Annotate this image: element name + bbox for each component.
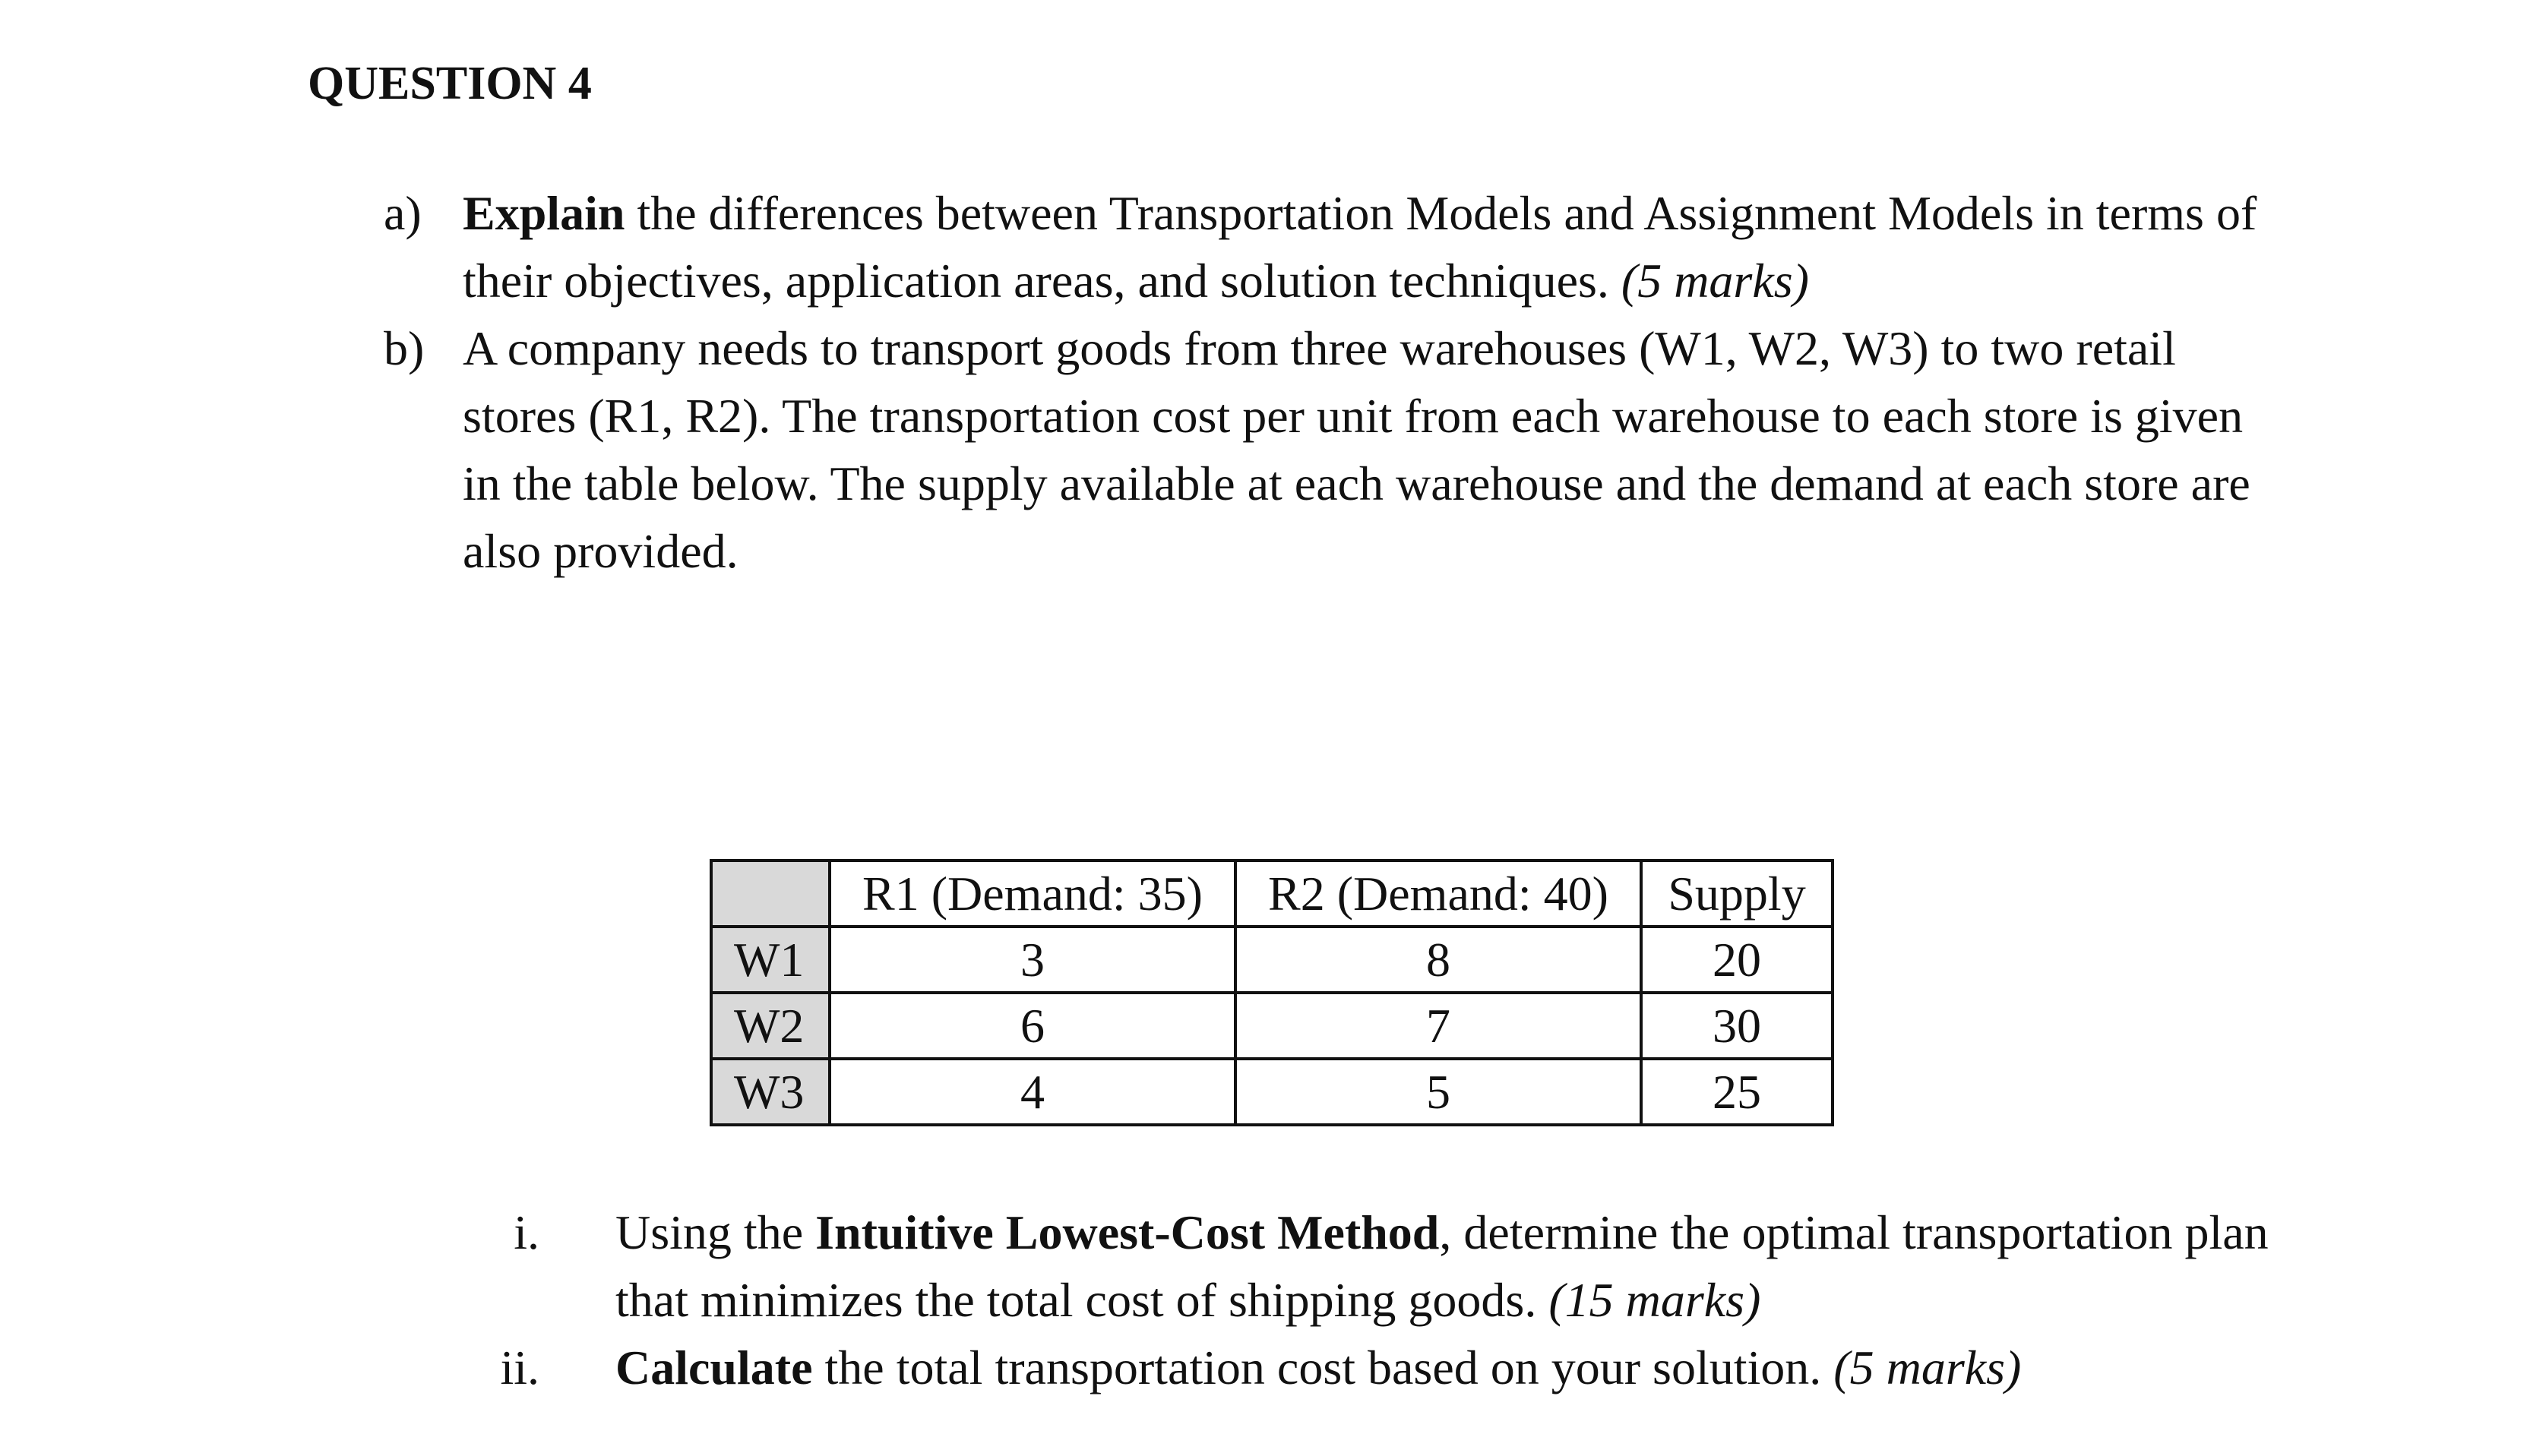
cell-w2-supply: 30 bbox=[1641, 993, 1833, 1059]
sub-ii-post: the total transportation cost based on your solution. bbox=[812, 1341, 1834, 1394]
row-label-w2: W2 bbox=[711, 993, 830, 1059]
question-heading: QUESTION 4 bbox=[308, 58, 592, 109]
part-a-marks: (5 marks) bbox=[1621, 254, 1809, 308]
cell-w2-r1: 6 bbox=[830, 993, 1235, 1059]
cell-w2-r2: 7 bbox=[1235, 993, 1641, 1059]
row-label-w3: W3 bbox=[711, 1059, 830, 1125]
sub-ii-label: ii. bbox=[500, 1341, 539, 1394]
part-b-label: b) bbox=[384, 321, 425, 375]
sub-i-label: i. bbox=[514, 1205, 539, 1259]
sub-i-text bbox=[615, 1199, 2279, 1334]
part-a-label: a) bbox=[384, 186, 422, 240]
table-header-row bbox=[711, 861, 1833, 927]
header-supply: Supply bbox=[1641, 861, 1833, 927]
sub-i-marks: (15 marks) bbox=[1548, 1273, 1761, 1327]
part-a-keyword: Explain bbox=[463, 186, 625, 240]
table-row bbox=[711, 993, 1833, 1059]
sub-i-pre: Using the bbox=[615, 1205, 816, 1259]
sub-ii-keyword: Calculate bbox=[615, 1341, 813, 1394]
sub-i-method: Intuitive Lowest-Cost Method bbox=[815, 1205, 1440, 1259]
cell-w1-r2: 8 bbox=[1235, 927, 1641, 993]
transport-cost-table bbox=[710, 859, 1834, 1126]
part-b-text: A company needs to transport goods from three warehouses (W1, W2, W3) to two retail stores (R1, R2). The transportation cost per unit from each warehouse to each store is given in the table below. The supply available at each warehouse and the demand at each store are also provided. bbox=[463, 321, 2250, 578]
cell-w1-supply: 20 bbox=[1641, 927, 1833, 993]
sub-question-i bbox=[456, 1199, 2279, 1334]
table-corner-cell bbox=[711, 861, 830, 927]
sub-question-ii bbox=[456, 1334, 2279, 1401]
question-part-a bbox=[384, 179, 2283, 314]
cell-w3-r2: 5 bbox=[1235, 1059, 1641, 1125]
table-row bbox=[711, 1059, 1833, 1125]
table-row bbox=[711, 927, 1833, 993]
row-label-w1: W1 bbox=[711, 927, 830, 993]
header-r1: R1 (Demand: 35) bbox=[830, 861, 1235, 927]
cell-w1-r1: 3 bbox=[830, 927, 1235, 993]
part-a-body: the differences between Transportation Models and Assignment Models in terms of their objectives, application areas, and solution techniques. bbox=[463, 186, 2257, 308]
cell-w3-r1: 4 bbox=[830, 1059, 1235, 1125]
part-a-text bbox=[463, 179, 2283, 314]
header-r2: R2 (Demand: 40) bbox=[1235, 861, 1641, 927]
sub-ii-text bbox=[615, 1334, 2279, 1401]
sub-ii-marks: (5 marks) bbox=[1833, 1341, 2022, 1394]
sub-i-post: , determine the optimal transportation plan that minimizes the total cost of shipping goods. bbox=[615, 1205, 2269, 1327]
cell-w3-supply: 25 bbox=[1641, 1059, 1833, 1125]
question-part-b bbox=[384, 314, 2283, 585]
